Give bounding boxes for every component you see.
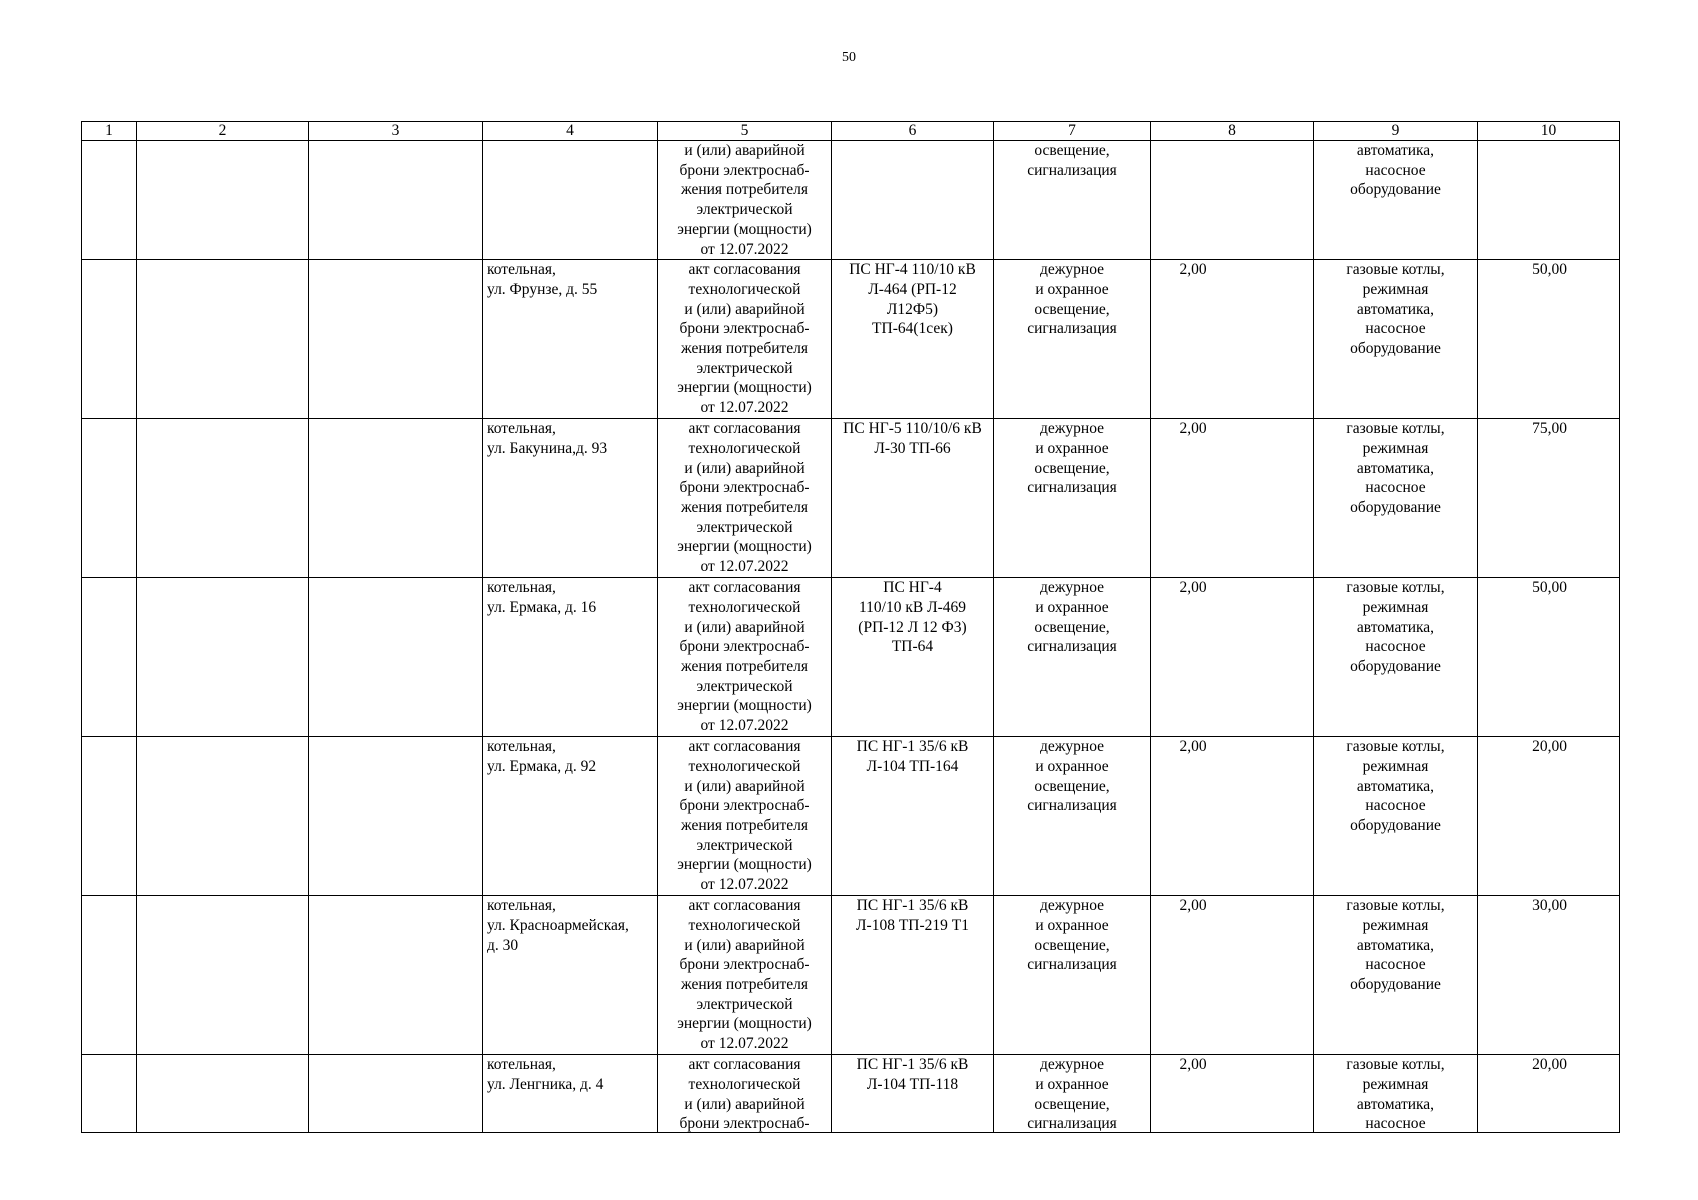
cell-empty (832, 141, 994, 260)
column-header-3: 3 (309, 122, 483, 141)
cell-empty (309, 260, 483, 419)
column-header-9: 9 (1314, 122, 1478, 141)
value8-cell (1151, 1055, 1314, 1133)
supply-cell: ПС НГ-4 110/10 кВ Л-469 (РП-12 Л 12 Ф3) ТП-64 (832, 578, 994, 737)
consumers-cell: дежурное и охранное освещение, сигнализация (994, 578, 1151, 737)
cell-empty (82, 1055, 137, 1133)
value10-cell (1478, 1055, 1620, 1133)
cell-empty (309, 896, 483, 1055)
cell-empty (137, 141, 309, 260)
table-row (82, 737, 1620, 896)
reservation-table (81, 121, 1620, 1133)
value10-cell: 20,00 (1478, 737, 1620, 896)
document-cell (658, 1055, 832, 1133)
cell-empty (309, 1055, 483, 1133)
supply-cell: ПС НГ-1 35/6 кВ Л-108 ТП-219 Т1 (832, 896, 994, 1055)
consumers-cell: дежурное и охранное освещение, сигнализация (994, 260, 1151, 419)
value10-cell: 30,00 (1478, 896, 1620, 1055)
equipment-cell: газовые котлы, режимная автоматика, насосное оборудование (1314, 578, 1478, 737)
consumers-cell: дежурное и охранное освещение, сигнализация (994, 737, 1151, 896)
column-number-header-row (82, 122, 1620, 141)
equipment-cell (1314, 1055, 1478, 1133)
object-cell: котельная, ул. Бакунина,д. 93 (483, 419, 658, 578)
supply-cell (832, 1055, 994, 1133)
cell-empty (82, 141, 137, 260)
cell-empty (137, 260, 309, 419)
cell-empty (137, 578, 309, 737)
consumers-text: дежурное и охранное освещение, сигнализация (1027, 1056, 1117, 1133)
object-cell (483, 1055, 658, 1133)
object-cell: котельная, ул. Ермака, д. 16 (483, 578, 658, 737)
cell-empty (82, 419, 137, 578)
consumers-cell (994, 1055, 1151, 1133)
cell-empty (137, 1055, 309, 1133)
column-header-6: 6 (832, 122, 994, 141)
equipment-cell: газовые котлы, режимная автоматика, насосное оборудование (1314, 737, 1478, 896)
cell-empty (137, 737, 309, 896)
column-header-4: 4 (483, 122, 658, 141)
value8-text: 2,00 (1179, 1056, 1207, 1074)
consumers-cell: дежурное и охранное освещение, сигнализация (994, 419, 1151, 578)
document-cell: акт согласования технологической и (или) аварийной брони электроснаб- жения потребителя электрической энергии (мощности) от 12.07.2022 (658, 419, 832, 578)
cell-empty (82, 737, 137, 896)
object-cell: котельная, ул. Красноармейская, д. 30 (483, 896, 658, 1055)
document-cell: акт согласования технологической и (или) аварийной брони электроснаб- жения потребителя электрической энергии (мощности) от 12.07.2022 (658, 578, 832, 737)
column-header-7: 7 (994, 122, 1151, 141)
equipment-text: газовые котлы, режимная автоматика, насосное (1346, 1056, 1445, 1133)
cell-empty (1151, 141, 1314, 260)
document-cell: акт согласования технологической и (или) аварийной брони электроснаб- жения потребителя электрической энергии (мощности) от 12.07.2022 (658, 737, 832, 896)
cell-empty (483, 141, 658, 260)
value8-cell: 2,00 (1151, 419, 1314, 578)
object-text: котельная, ул. Ленгника, д. 4 (487, 1056, 604, 1093)
consumers-cell: дежурное и охранное освещение, сигнализация (994, 896, 1151, 1055)
object-cell: котельная, ул. Фрунзе, д. 55 (483, 260, 658, 419)
value8-cell: 2,00 (1151, 737, 1314, 896)
document-cell: акт согласования технологической и (или) аварийной брони электроснаб- жения потребителя электрической энергии (мощности) от 12.07.2022 (658, 260, 832, 419)
page-number: 50 (842, 50, 856, 65)
supply-cell: ПС НГ-5 110/10/6 кВ Л-30 ТП-66 (832, 419, 994, 578)
cell-empty (82, 578, 137, 737)
table-row-continuation (82, 141, 1620, 260)
cell-empty (1478, 141, 1620, 260)
equipment-cell: газовые котлы, режимная автоматика, насосное оборудование (1314, 896, 1478, 1055)
equipment-cell: газовые котлы, режимная автоматика, насосное оборудование (1314, 260, 1478, 419)
value8-cell: 2,00 (1151, 260, 1314, 419)
document-cell: и (или) аварийной брони электроснаб- жения потребителя электрической энергии (мощности) от 12.07.2022 (658, 141, 832, 260)
column-header-5: 5 (658, 122, 832, 141)
table-row (82, 896, 1620, 1055)
table-row (82, 1055, 1620, 1133)
consumers-cell: освещение, сигнализация (994, 141, 1151, 260)
document-cell: акт согласования технологической и (или) аварийной брони электроснаб- жения потребителя электрической энергии (мощности) от 12.07.2022 (658, 896, 832, 1055)
value8-cell: 2,00 (1151, 578, 1314, 737)
object-cell: котельная, ул. Ермака, д. 92 (483, 737, 658, 896)
cell-empty (309, 141, 483, 260)
table-row (82, 578, 1620, 737)
table-row (82, 419, 1620, 578)
value10-cell: 50,00 (1478, 578, 1620, 737)
value10-cell: 50,00 (1478, 260, 1620, 419)
column-header-1: 1 (82, 122, 137, 141)
value8-cell: 2,00 (1151, 896, 1314, 1055)
cell-empty (137, 896, 309, 1055)
supply-cell: ПС НГ-1 35/6 кВ Л-104 ТП-164 (832, 737, 994, 896)
value10-text: 20,00 (1532, 1056, 1567, 1074)
table-row (82, 260, 1620, 419)
column-header-2: 2 (137, 122, 309, 141)
equipment-cell: газовые котлы, режимная автоматика, насосное оборудование (1314, 419, 1478, 578)
supply-text: ПС НГ-1 35/6 кВ Л-104 ТП-118 (856, 1056, 969, 1093)
supply-cell: ПС НГ-4 110/10 кВ Л-464 (РП-12 Л12Ф5) ТП-64(1сек) (832, 260, 994, 419)
cell-empty (137, 419, 309, 578)
cell-empty (309, 737, 483, 896)
column-header-8: 8 (1151, 122, 1314, 141)
cell-empty (309, 419, 483, 578)
cell-empty (82, 260, 137, 419)
document-text: акт согласования технологической и (или) аварийной брони электроснаб- (679, 1056, 810, 1133)
equipment-cell: автоматика, насосное оборудование (1314, 141, 1478, 260)
value10-cell: 75,00 (1478, 419, 1620, 578)
cell-empty (309, 578, 483, 737)
column-header-10: 10 (1478, 122, 1620, 141)
cell-empty (82, 896, 137, 1055)
